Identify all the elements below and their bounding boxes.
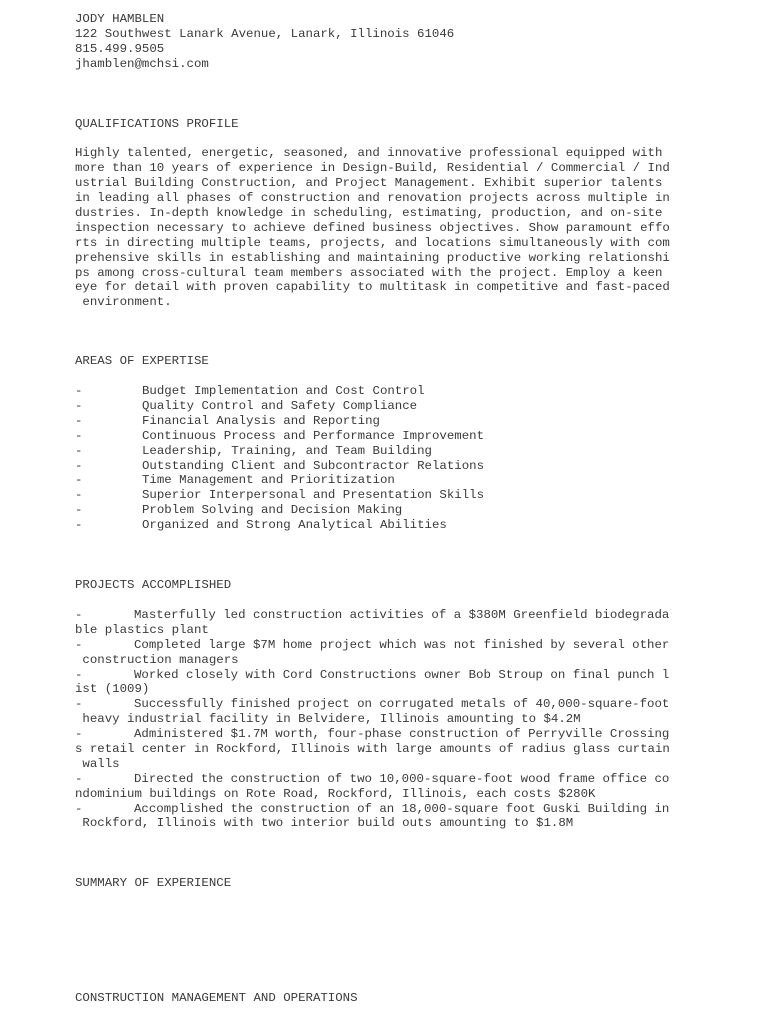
candidate-name: JODY HAMBLEN <box>75 12 165 26</box>
list-item <box>75 399 675 414</box>
bullet-dash: - <box>75 697 83 712</box>
project-continuation: ndominium buildings on Rote Road, Rockford, Illinois, each costs $280K <box>75 786 596 801</box>
experience-heading: SUMMARY OF EXPERIENCE <box>75 876 232 891</box>
expertise-list <box>75 384 675 533</box>
blank-space <box>75 891 675 991</box>
bullet-dash: - <box>75 443 83 458</box>
expertise-item: Superior Interpersonal and Presentation Skills <box>142 488 485 503</box>
list-item <box>75 444 675 459</box>
list-item <box>75 488 675 503</box>
list-item <box>75 473 675 488</box>
project-text: Successfully finished project on corrugated metals of 40,000-square-foot <box>134 697 670 712</box>
qualifications-line: ps among cross-cultural team members associated with the project. Employ a keen <box>75 265 663 280</box>
expertise-item: Organized and Strong Analytical Abilities <box>142 518 447 533</box>
project-text: Administered $1.7M worth, four-phase construction of Perryville Crossing <box>134 727 670 742</box>
project-first-line <box>75 802 675 817</box>
project-continuation: Rockford, Illinois with two interior build outs amounting to $1.8M <box>75 816 574 831</box>
bullet-dash: - <box>75 607 83 622</box>
qualifications-line: eye for detail with proven capability to multitask in competitive and fast-paced <box>75 280 670 295</box>
list-item <box>75 772 675 802</box>
bullet-dash: - <box>75 727 83 742</box>
project-first-line <box>75 668 675 683</box>
project-text: Masterfully led construction activities of a $380M Greenfield biodegrada <box>134 607 670 622</box>
bullet-dash: - <box>75 473 83 488</box>
bullet-dash: - <box>75 488 83 503</box>
expertise-item: Leadership, Training, and Team Building <box>142 443 432 458</box>
expertise-item: Quality Control and Safety Compliance <box>142 399 418 414</box>
list-item <box>75 802 675 832</box>
bullet-dash: - <box>75 399 83 414</box>
qualifications-paragraph <box>75 146 675 310</box>
bullet-dash: - <box>75 771 83 786</box>
qualifications-line: Highly talented, energetic, seasoned, and innovative professional equipped with <box>75 146 663 161</box>
project-continuation: ble plastics plant <box>75 622 209 637</box>
list-item <box>75 608 675 638</box>
project-first-line <box>75 772 675 787</box>
project-continuation: construction managers <box>75 652 239 667</box>
bullet-dash: - <box>75 458 83 473</box>
list-item <box>75 429 675 444</box>
projects-heading: PROJECTS ACCOMPLISHED <box>75 578 232 593</box>
list-item <box>75 697 675 727</box>
projects-list <box>75 608 675 831</box>
experience-subheading: CONSTRUCTION MANAGEMENT AND OPERATIONS <box>75 991 358 1006</box>
qualifications-line: in leading all phases of construction and renovation projects across multiple in <box>75 191 670 206</box>
phone: 815.499.9505 <box>75 41 165 56</box>
list-item <box>75 668 675 698</box>
list-item <box>75 384 675 399</box>
qualifications-line: rts in directing multiple teams, projects, and locations simultaneously with com <box>75 235 670 250</box>
bullet-dash: - <box>75 637 83 652</box>
qualifications-line: dustries. In-depth knowledge in scheduling, estimating, production, and on-site <box>75 206 663 221</box>
project-first-line <box>75 727 675 742</box>
project-continuation: walls <box>75 756 120 771</box>
expertise-heading: AREAS OF EXPERTISE <box>75 354 209 369</box>
bullet-dash: - <box>75 413 83 428</box>
qualifications-line: ustrial Building Construction, and Project Management. Exhibit superior talents <box>75 176 663 191</box>
project-text: Directed the construction of two 10,000-square-foot wood frame office co <box>134 771 670 786</box>
project-first-line <box>75 697 675 712</box>
bullet-dash: - <box>75 667 83 682</box>
qualifications-line: prehensive skills in establishing and maintaining productive working relationshi <box>75 250 670 265</box>
list-item <box>75 503 675 518</box>
qualifications-line: environment. <box>75 295 172 310</box>
resume-page <box>75 12 675 1006</box>
bullet-dash: - <box>75 503 83 518</box>
qualifications-line: more than 10 years of experience in Design-Build, Residential / Commercial / Ind <box>75 161 670 176</box>
expertise-item: Continuous Process and Performance Improvement <box>142 428 485 443</box>
project-continuation: s retail center in Rockford, Illinois with large amounts of radius glass curtain <box>75 741 670 756</box>
address: 122 Southwest Lanark Avenue, Lanark, Illinois 61046 <box>75 26 455 41</box>
project-text: Worked closely with Cord Constructions owner Bob Stroup on final punch l <box>134 667 670 682</box>
email: jhamblen@mchsi.com <box>75 56 209 71</box>
expertise-item: Outstanding Client and Subcontractor Relations <box>142 458 485 473</box>
contact-block <box>75 12 675 72</box>
bullet-dash: - <box>75 518 83 533</box>
list-item <box>75 727 675 772</box>
project-first-line <box>75 608 675 623</box>
project-first-line <box>75 638 675 653</box>
list-item <box>75 459 675 474</box>
expertise-item: Financial Analysis and Reporting <box>142 413 380 428</box>
qualifications-line: inspection necessary to achieve defined business objectives. Show paramount effo <box>75 220 670 235</box>
list-item <box>75 414 675 429</box>
project-continuation: ist (1009) <box>75 682 150 697</box>
project-text: Completed large $7M home project which was not finished by several other <box>134 637 670 652</box>
expertise-item: Time Management and Prioritization <box>142 473 395 488</box>
bullet-dash: - <box>75 384 83 399</box>
bullet-dash: - <box>75 801 83 816</box>
expertise-item: Budget Implementation and Cost Control <box>142 384 425 399</box>
qualifications-heading: QUALIFICATIONS PROFILE <box>75 116 239 131</box>
bullet-dash: - <box>75 428 83 443</box>
project-text: Accomplished the construction of an 18,000-square foot Guski Building in <box>134 801 670 816</box>
list-item <box>75 518 675 533</box>
expertise-item: Problem Solving and Decision Making <box>142 503 403 518</box>
list-item <box>75 638 675 668</box>
project-continuation: heavy industrial facility in Belvidere, Illinois amounting to $4.2M <box>75 712 581 727</box>
